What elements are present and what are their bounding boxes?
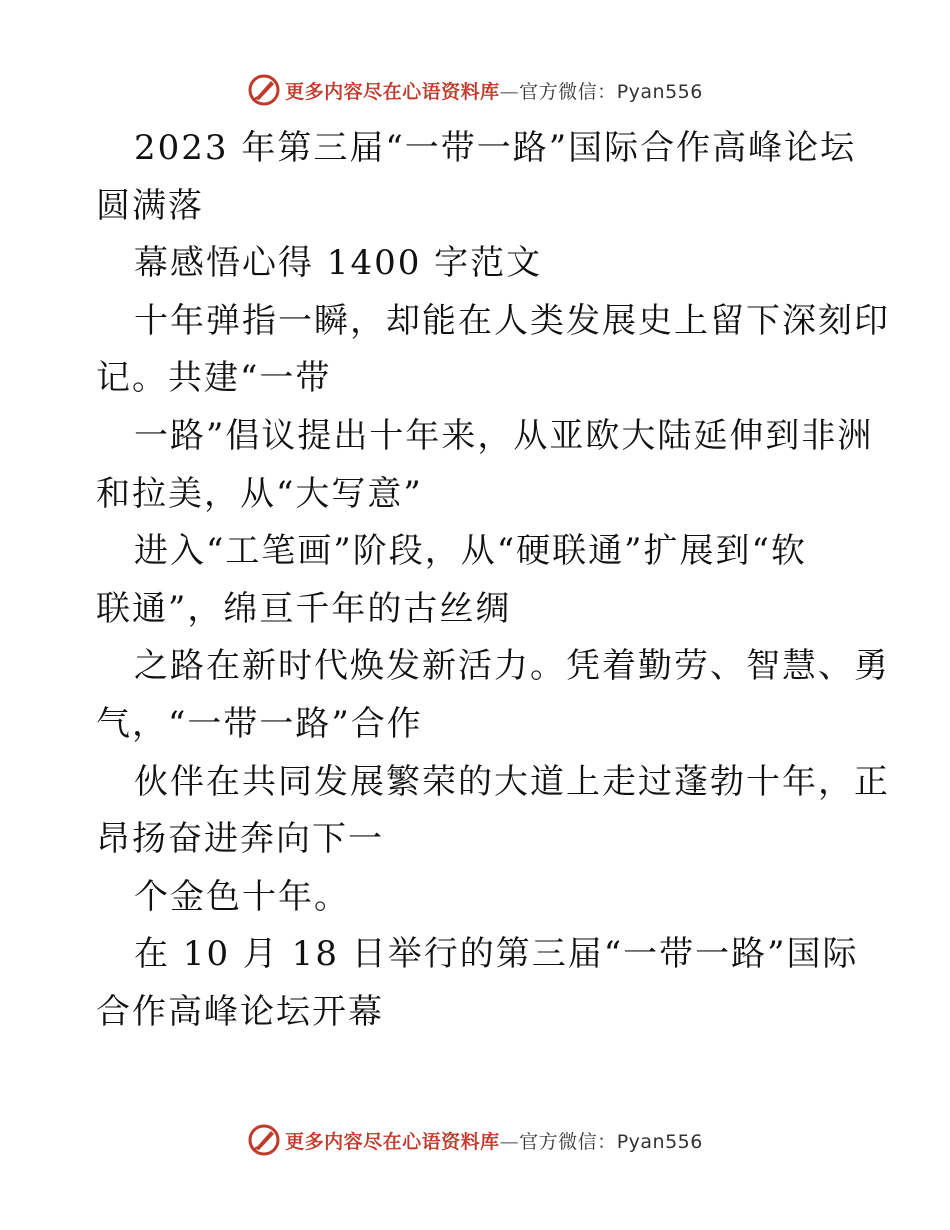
text-line: 一路”倡议提出十年来，从亚欧大陆延伸到非洲 [134, 415, 874, 456]
footer-text [285, 1127, 703, 1154]
header-brand: 更多内容尽在心语资料库 [285, 80, 500, 103]
text-line: 记。共建“一带 [96, 358, 332, 399]
header-wechat-label: 官方微信： [519, 80, 617, 103]
quill-logo-icon [247, 1123, 281, 1157]
footer-brand: 更多内容尽在心语资料库 [285, 1130, 500, 1153]
text-line: 伙伴在共同发展繁荣的大道上走过蓬勃十年，正 [134, 761, 890, 802]
text-line: 联通”，绵亘千年的古丝绸 [96, 588, 512, 629]
document-body [96, 120, 890, 1042]
text-line: 个金色十年。 [134, 876, 350, 917]
text-line: 在 10 月 18 日举行的第三届“一带一路”国际 [134, 934, 859, 975]
footer-banner [0, 1120, 950, 1160]
header-banner [0, 70, 950, 110]
text-line: 幕感悟心得 1400 字范文 [134, 243, 543, 284]
text-line: 昂扬奋进奔向下一 [96, 819, 384, 860]
footer-separator: — [499, 1130, 520, 1153]
text-line: 圆满落 [96, 185, 204, 226]
text-line: 2023 年第三届“一带一路”国际合作高峰论坛 [134, 128, 857, 168]
text-line: 气，“一带一路”合作 [96, 703, 423, 744]
quill-logo-icon [247, 73, 281, 107]
footer-wechat-id: Pyan556 [616, 1130, 703, 1153]
text-line: 进入“工笔画”阶段，从“硬联通”扩展到“软 [134, 531, 807, 572]
text-line: 合作高峰论坛开幕 [96, 991, 384, 1032]
header-text [285, 77, 703, 104]
text-line: 十年弹指一瞬，却能在人类发展史上留下深刻印 [134, 300, 890, 341]
footer-wechat-label: 官方微信： [519, 1130, 617, 1153]
text-line: 之路在新时代焕发新活力。凭着勤劳、智慧、勇 [134, 646, 890, 687]
header-separator: — [499, 80, 520, 103]
text-line: 和拉美，从“大写意” [96, 473, 423, 514]
header-wechat-id: Pyan556 [616, 80, 703, 103]
